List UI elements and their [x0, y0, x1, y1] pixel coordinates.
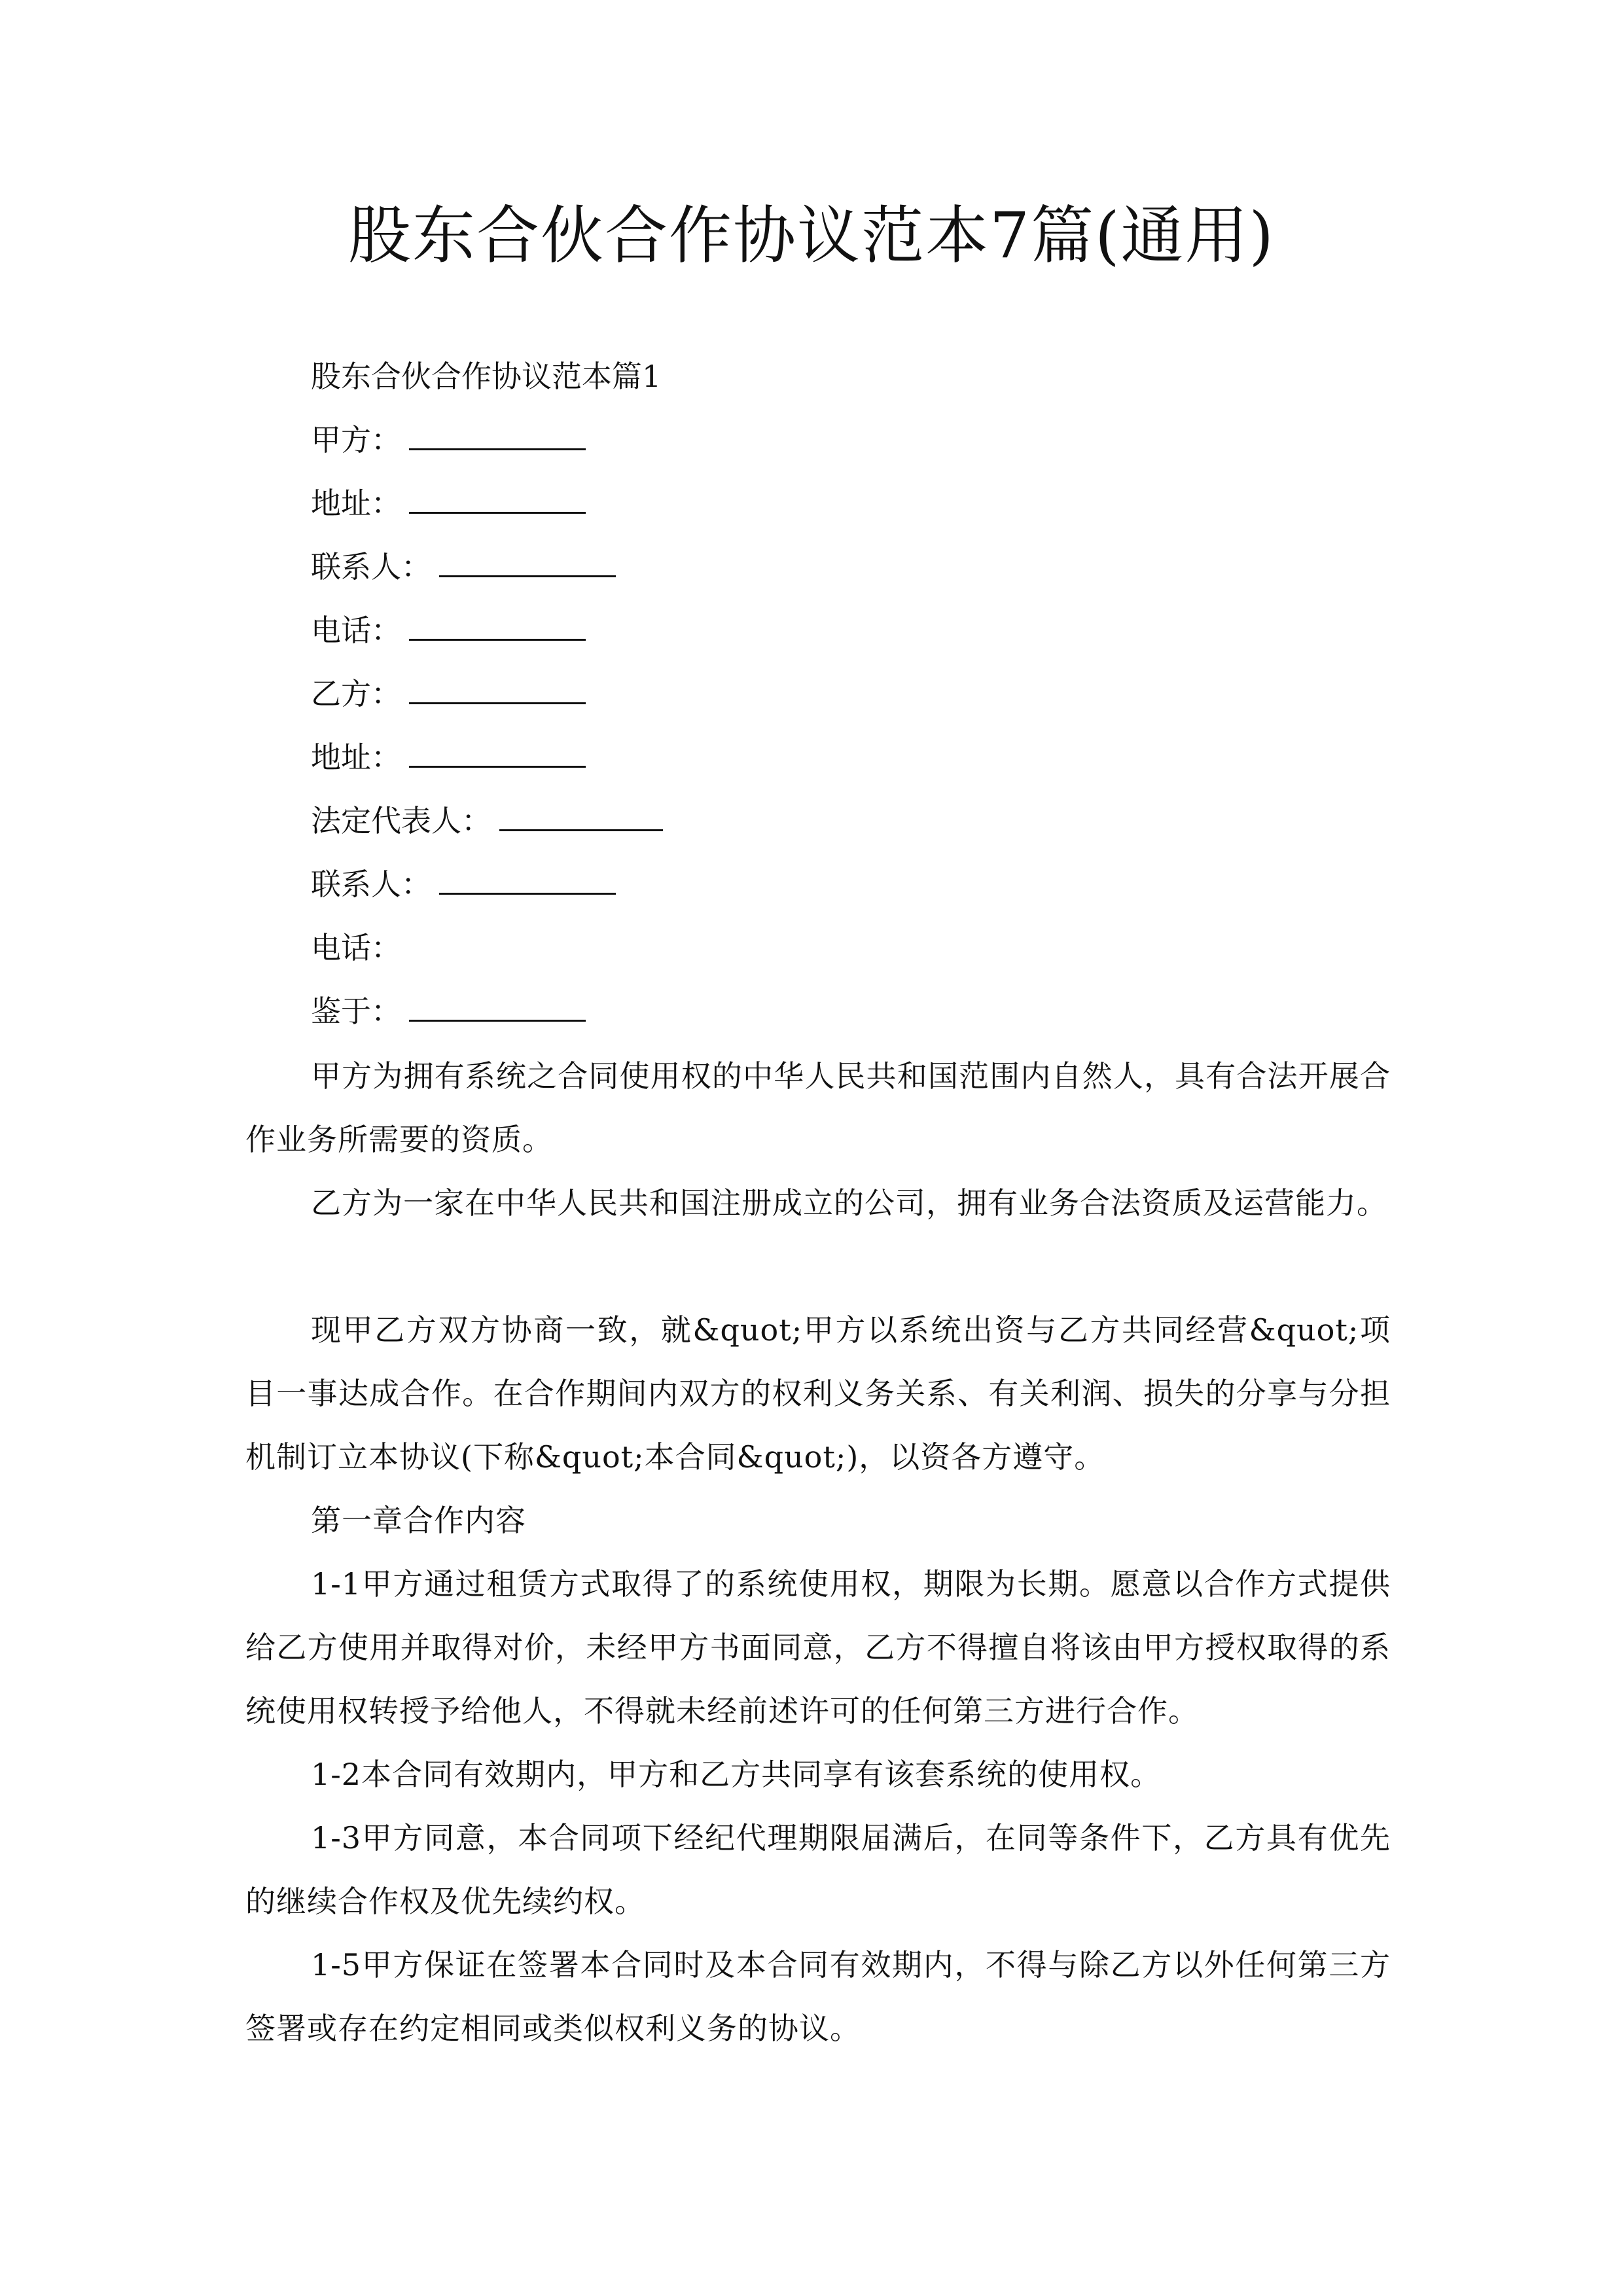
paragraph-agreement-intro: 现甲乙方双方协商一致，就&quot;甲方以系统出资与乙方共同经营&quot;项目一事达成合作。在合作期间内双方的权利义务关系、有关利润、损失的分享与分担机制订立本协议(下称&quot;本合同&quot;)，以资各方遵守。: [245, 1312, 1391, 1475]
blank-line: [499, 802, 663, 831]
field-label: 法定代表人：: [311, 803, 491, 838]
clause-1-3: 1-3甲方同意，本合同项下经纪代理期限届满后，在同等条件下，乙方具有优先的继续合作权及优先续约权。: [245, 1820, 1391, 1919]
blank-line: [409, 992, 586, 1022]
field-address-a: [311, 484, 586, 523]
field-phone-b: [311, 928, 401, 967]
clause-1-1: 1-1甲方通过租赁方式取得了的系统使用权，期限为长期。愿意以合作方式提供给乙方使用并取得对价，未经甲方书面同意，乙方不得擅自将该由甲方授权取得的系统使用权转授予给他人，不得就未经前述许可的任何第三方进行合作。: [245, 1566, 1391, 1729]
field-label: 电话：: [311, 930, 401, 965]
field-label: 乙方：: [311, 676, 401, 711]
clause-1-2: 1-2本合同有效期内，甲方和乙方共同享有该套系统的使用权。: [311, 1757, 1162, 1792]
section-heading: 股东合伙合作协议范本篇1: [311, 359, 662, 394]
field-label: 联系人：: [311, 549, 431, 584]
field-contact-a: [311, 547, 616, 586]
blank-line: [439, 548, 616, 577]
blank-line: [409, 738, 586, 768]
blank-line: [439, 865, 616, 895]
blank-line: [409, 484, 586, 514]
document-title: 股东合伙合作协议范本7篇(通用): [348, 199, 1275, 272]
clause-1-5: 1-5甲方保证在签署本合同时及本合同有效期内，不得与除乙方以外任何第三方签署或存在约定相同或类似权利义务的协议。: [245, 1947, 1391, 2046]
field-party-a: [311, 420, 586, 459]
field-phone-a: [311, 611, 586, 650]
field-label: 鉴于：: [311, 994, 401, 1029]
field-label: 联系人：: [311, 867, 431, 902]
field-label: 甲方：: [311, 422, 401, 457]
paragraph-party-a-desc: 甲方为拥有系统之合同使用权的中华人民共和国范围内自然人，具有合法开展合作业务所需要的资质。: [245, 1058, 1391, 1157]
field-party-b: [311, 674, 586, 713]
field-legal-rep-b: [311, 801, 663, 840]
field-label: 地址：: [311, 740, 401, 775]
paragraph-party-b-desc: 乙方为一家在中华人民共和国注册成立的公司，拥有业务合法资质及运营能力。: [311, 1185, 1387, 1221]
field-address-b: [311, 738, 586, 777]
field-whereas: [311, 992, 586, 1031]
field-contact-b: [311, 865, 616, 904]
blank-line: [409, 421, 586, 450]
blank-line: [409, 611, 586, 641]
chapter-heading: 第一章合作内容: [311, 1503, 526, 1538]
field-label: 电话：: [311, 613, 401, 648]
field-label: 地址：: [311, 486, 401, 521]
blank-line: [409, 675, 586, 704]
